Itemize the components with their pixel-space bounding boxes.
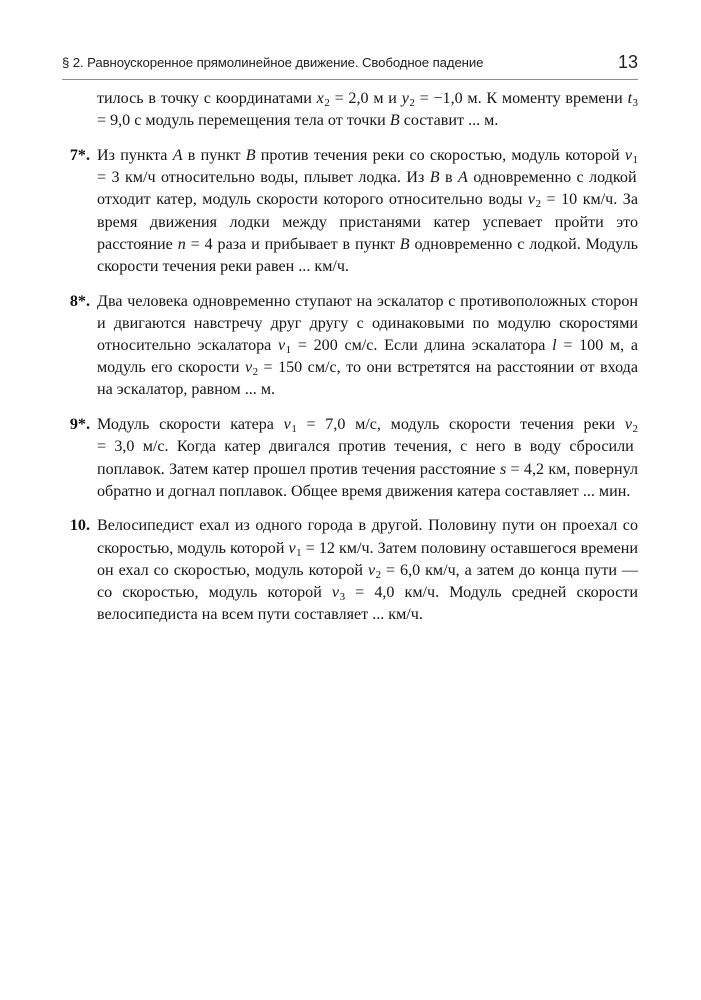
problem-number: 9*. [69,416,90,434]
problem-item [62,515,638,626]
math-equation: = 3,0 м/с. [97,438,169,456]
math-equation: = 9,0 с модуль перемещения тела от точки [97,112,390,130]
math-variable: $v_3$ [331,584,346,604]
math-equation: = 4,2 км, [506,460,571,478]
math-identifier: B [245,146,256,164]
math-identifier: B [389,112,400,130]
math-variable: $v_1$ [624,146,638,166]
problem-text: Два человека одновременно ступают на эскалатор с противоположных сторон и двигаются навстречу друг другу с одинаковыми по модулю скоростями относительно эскалатора $v_1 = 200$ см/с. Если длина эскалатора l = 100 м, а модуль его скорости $v_2 = 150$ см/с, то они встретятся на расстоянии от входа на эскалатор, равном ... м. [97,292,638,399]
math-equation: = 7,0 м/с, [296,416,381,434]
math-subscript: 1 [632,153,638,166]
math-variable: $v_1$ [288,539,302,559]
math-equation: = 3 км/ч [97,169,156,187]
math-identifier: A [458,169,468,187]
math-equation: = 100 м, [556,337,625,355]
running-head-rule [62,79,638,80]
math-equation: = 150 см/с, [258,359,341,377]
problem-text: Из пункта A в пункт B против течения реки со скоростью, модуль которой $v_1 = 3$ км/ч относительно воды, плывет лодка. Из B в A одновременно с лодкой отходит катер, модуль скорости которого относительно воды $v_2 = 10$ км/ч. За время движения лодки между пристанями катер успевает пройти это расстояние n = 4 раза и прибывает в пункт B одновременно с лодкой. Модуль скорости течения реки равен ... км/ч. [97,146,638,275]
math-equation: = 4 раза [185,235,247,253]
problem-text: Модуль скорости катера $v_1 = 7,0$ м/с, модуль скорости течения реки $v_2 = 3,0$ м/с. Когда катер двигался против течения, с него в воду сбросили поплавок. Затем катер прошел против течения расстояние s = 4,2 км, повернул обратно и догнал поплавок. Общее время движения катера составляет ... мин. [97,416,638,500]
math-subscript: 2 [252,366,259,379]
math-subscript: 2 [375,568,382,581]
continuation-paragraph: тилось в точку с координатами $x_2 = 2,0$ м и $y_2 = -1,0$ м. К моменту времени $t_3 = 9,0$ с модуль перемещения тела от точки B составит ... м. [97,90,639,130]
math-equation: = 12 км/ч. [301,539,374,557]
problem-item [62,414,638,503]
math-variable: $v_2$ [527,191,542,211]
math-variable: $t_3$ [627,90,639,110]
math-variable: $v_1$ [278,337,292,357]
problem-number: 7*. [69,146,90,164]
math-subscript: 1 [296,546,302,559]
math-subscript: 2 [409,97,415,110]
math-variable: $v_2$ [244,359,259,379]
math-variable: $x_2$ [316,90,330,110]
math-equation: = 6,0 км/ч, [381,561,460,579]
running-head [62,52,638,70]
problem-text: Велосипедист ехал из одного города в другой. Половину пути он проехал со скоростью, модуль которой $v_1 = 12$ км/ч. Затем половину оставшегося времени он ехал со скоростью, модуль которой $v_2 = 6,0$ км/ч, а затем до конца пути — со скоростью, модуль которой $v_3 = 4,0$ км/ч. Модуль средней скорости велосипедиста на всем пути составляет ... км/ч. [97,517,638,624]
math-subscript: 1 [291,423,297,436]
problem-item [62,145,638,278]
problem-item [62,291,638,402]
math-identifier: n [177,235,186,253]
math-equation: = 2,0 м и [329,90,402,107]
math-identifier: A [172,146,183,164]
math-subscript: 1 [285,344,292,357]
math-subscript: 2 [632,423,638,436]
math-equation: = 4,0 км/ч. [345,584,440,602]
problem-number: 8*. [69,292,90,310]
math-variable: $v_2$ [624,416,638,436]
problem-number: 10. [69,517,90,535]
math-identifier: B [399,235,410,253]
math-identifier: l [552,337,557,355]
math-subscript: 3 [339,591,346,604]
math-equation: = 10 км/ч. [541,191,618,209]
math-subscript: 2 [324,97,330,110]
math-identifier: s [500,460,507,478]
math-identifier: B [429,169,440,187]
math-equation: = −1,0 м. К моменту времени [414,90,628,107]
math-equation: = 200 см/с. [291,337,378,355]
math-subscript: 2 [535,198,542,211]
math-variable: $v_1$ [283,416,297,436]
page-number: 13 [617,52,638,72]
math-variable: $v_2$ [367,561,382,581]
math-variable: $y_2$ [401,90,415,110]
math-subscript: 3 [632,97,639,110]
body-text-block [62,88,638,626]
running-head-title: § 2. Равноускоренное прямолинейное движение. Свободное падение [62,55,484,70]
problem-list [62,145,638,627]
